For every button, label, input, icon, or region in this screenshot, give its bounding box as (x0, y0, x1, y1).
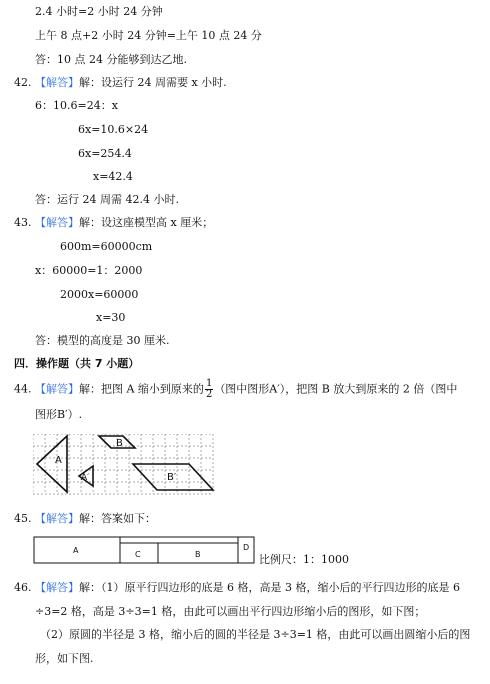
bar-label-A: A (73, 546, 79, 555)
fraction-numerator: 1 (205, 378, 213, 389)
answer-tag: 【解答】 (35, 512, 79, 525)
question-text: 图形B′）. (35, 408, 83, 421)
question-44-header (14, 379, 457, 400)
question-text: 形，如下图. (35, 652, 94, 665)
question-text: 解：（1）原平行四边形的底是 6 格，高是 3 格，缩小后的平行四边形的底是 6 (79, 581, 460, 594)
question-number: 44. (14, 382, 32, 396)
answer-tag: 【解答】 (35, 76, 79, 89)
label-A: A (55, 455, 62, 466)
question-45-header (14, 512, 156, 526)
fraction-denominator: 2 (205, 389, 213, 400)
section-heading: 四．操作题（共 7 小题） (14, 357, 140, 370)
label-B: B (116, 438, 123, 449)
answer-line: 答：运行 24 周需 42.4 小时. (35, 193, 179, 206)
bar-figure (33, 534, 257, 566)
label-B-big: B′ (167, 472, 177, 483)
bar-label-D: D (243, 543, 250, 552)
equation: x=30 (96, 311, 126, 324)
question-text: 解：设这座模型高 x 厘米； (79, 216, 214, 229)
equation: x：60000=1：2000 (35, 264, 143, 277)
scale-label: 比例尺：1：1000 (259, 553, 349, 566)
equation: 6：10.6=24：x (35, 99, 118, 112)
question-text: 解：设运行 24 周需要 x 小时. (79, 76, 227, 89)
question-42-header (14, 76, 227, 90)
question-text: （2）原圆的半径是 3 格，缩小后的圆的半径是 3÷3=1 格，由此可以画出圆缩小后的图 (40, 628, 471, 641)
equation: 2000x=60000 (60, 288, 139, 301)
equation: 6x=254.4 (78, 147, 132, 160)
question-text: （图中图形A′），把图 B 放大到原来的 2 倍（图中 (214, 382, 458, 396)
grid-figure (33, 434, 219, 497)
text-line: 答：10 点 24 分能够到达乙地. (35, 53, 187, 66)
question-text: ÷3=2 格，高是 3÷3=1 格，由此可以画出平行四边形缩小后的图形，如下图； (35, 605, 426, 618)
question-43-header (14, 216, 213, 230)
shape-A-triangle (37, 436, 67, 492)
equation: 6x=10.6×24 (78, 123, 149, 136)
question-number: 45. (14, 512, 32, 525)
question-number: 46. (14, 581, 32, 594)
bar-label-B: B (195, 550, 201, 559)
question-text: 解：把图 A 缩小到原来的 (79, 382, 204, 396)
answer-tag: 【解答】 (35, 382, 79, 396)
answer-line: 答：模型的高度是 30 厘米. (35, 334, 170, 347)
text-line: 上午 8 点+2 小时 24 分钟=上午 10 点 24 分 (35, 29, 262, 42)
question-text: 解：答案如下： (79, 512, 156, 525)
equation: x=42.4 (93, 170, 133, 183)
fraction (205, 379, 213, 400)
bar-label-C: C (135, 550, 141, 559)
answer-tag: 【解答】 (35, 216, 79, 229)
question-number: 43. (14, 216, 32, 229)
question-46-header (14, 581, 460, 595)
text-line: 2.4 小时=2 小时 24 分钟 (35, 5, 163, 18)
question-number: 42. (14, 76, 32, 89)
equation: 600m=60000cm (60, 240, 153, 253)
answer-tag: 【解答】 (35, 581, 79, 594)
label-A-small: A′ (81, 473, 90, 483)
